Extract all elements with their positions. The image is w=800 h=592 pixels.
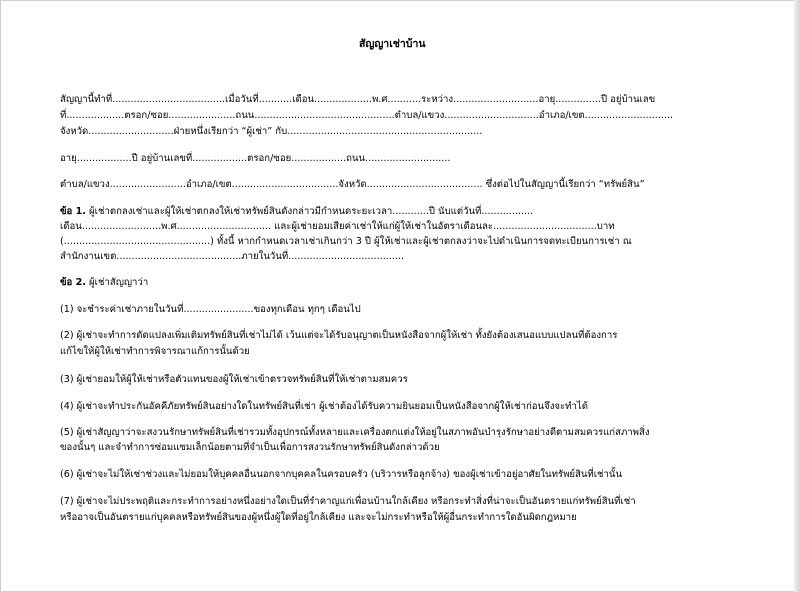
clause-2-text: ผู้เช่าสัญญาว่า [89,277,149,288]
item-2-line-2: แก้ไขให้ผู้ให้เช่าทำการพิจารณาแก้การนั้นด้วย [60,346,250,357]
document-title: สัญญาเช่าบ้าน [359,38,426,50]
intro-line-2: ที่...................ตรอก/ซอย......................ถนน..............................................ตำบล/แขวง...............................อำเภอ/เขต............................. [60,110,674,121]
item-5-line-2: ของนั้นๆ และจำทำการซ่อมแซมเล็กน้อยตามที่จำเป็นเพื่อการสงวนรักษาทรัพย์สินดังกล่าวด้วย [60,442,440,453]
intro-line-3: จังหวัด............................ฝ่ายหนึ่งเรียกว่า “ผู้เช่า” กับ................................................................ [60,126,483,137]
item-4: (4) ผู้เช่าจะทำประกันอัคคีภัยทรัพย์สินอย่างใดในทรัพย์สินที่เช่า ผู้เช่าต้องได้รับความยินยอมเป็นหนังสือจากผู้ให้เช่าก่อนจึงจะทำได้ [60,401,588,412]
page-edge-shadow [794,0,800,592]
item-7-line-2: หรืออาจเป็นอันตรายแก่บุคคลหรือทรัพย์สินของผู้หนึ่งผู้ใดที่อยู่ใกล้เคียง และจะไม่กระทำหรือให้ผู้อื่นกระทำการใดอันผิดกฎหมาย [60,512,577,523]
item-2-line-1: (2) ผู้เช่าจะทำการดัดแปลงเพิ่มเติมทรัพย์สินที่เช่าไม่ได้ เว้นแต่จะได้รับอนุญาตเป็นหนังสือจากผู้ให้เช่า ทั้งยังต้องเสนอแบบแปลนที่ต้องการ [60,330,618,341]
clause-2-label: ข้อ 2. [60,277,86,288]
item-3: (3) ผู้เช่ายอมให้ผู้ให้เช่าหรือตัวแทนของผู้ให้เช่าเข้าตรวจทรัพย์สินที่ให้เช่าตามสมควร [60,374,408,385]
clause-1-line-2: เดือน..........................พ.ศ............................... และผู้เช่ายอมเสียค่าเช่าให้แก่ผู้ให้เช่าในอัตราเดือนละ..................................บาท [60,221,615,232]
property-line: ตำบล/แขวง.........................อำเภอ/เขต...................................จังหวัด...................................... ซึ่งต่อไปในสัญญานี้เรียกว่า “ทรัพย์สิน” [60,179,645,190]
clause-1-line-3: (................................................) ทั้งนี้ หากกำหนดเวลาเช่าเกินกว่า 3 ปี ผู้ให้เช่าและผู้เช่าตกลงว่าจะไปดำเนินการจดทะเบียนการเช่า ณ [60,236,632,247]
clause-2-heading [60,276,148,289]
item-1: (1) จะชำระค่าเช่าภายในวันที่.......................ของทุกเดือน ทุกๆ เดือนไป [60,304,361,315]
lessor-line: อายุ..................ปี อยู่บ้านเลขที่..................ตรอก/ซอย..................ถนน............................ [60,153,451,164]
clause-1-line-1 [60,205,533,218]
item-5-line-1: (5) ผู้เช่าสัญญาว่าจะสงวนรักษาทรัพย์สินที่เช่ารวมทั้งอุปกรณ์ทั้งหลายและเครื่องตกแต่งให้อยู่ในสภาพอันบำรุงรักษาอย่างดีตามสมควรแก่สภาพสิ่ง [60,427,650,438]
item-7-line-1: (7) ผู้เช่าจะไม่ประพฤติและกระทำการอย่างหนึ่งอย่างใดเป็นที่รำคาญแก่เพื่อนบ้านใกล้เคียง หรือกระทำสิ่งที่น่าจะเป็นอันตรายแก่ทรัพย์สินที่เช่า [60,496,636,507]
clause-1-label: ข้อ 1. [60,206,86,217]
item-6: (6) ผู้เช่าจะไม่ให้เช่าช่วงและไม่ยอมให้บุคคลอื่นนอกจากบุคคลในครอบครัว (บริวารหรือลูกจ้าง) ของผู้เช่าเข้าอยู่อาศัยในทรัพย์สินที่เช่านั้น [60,469,623,480]
intro-line-1: สัญญานี้ทำที่.....................................เมื่อวันที่...........เดือน...................พ.ศ...........ระหว่าง............................อายุ...............ปี อยู่บ้านเลข [60,94,656,105]
clause-1-line-4: สำนักงานเขต.........................................ภายในวันที่...................................... [60,251,405,262]
clause-1-text: ผู้เช่าตกลงเช่าและผู้ให้เช่าตกลงให้เช่าทรัพย์สินดังกล่าวมีกำหนดระยะเวลา............ปี นับแต่วันที่................. [89,206,534,217]
